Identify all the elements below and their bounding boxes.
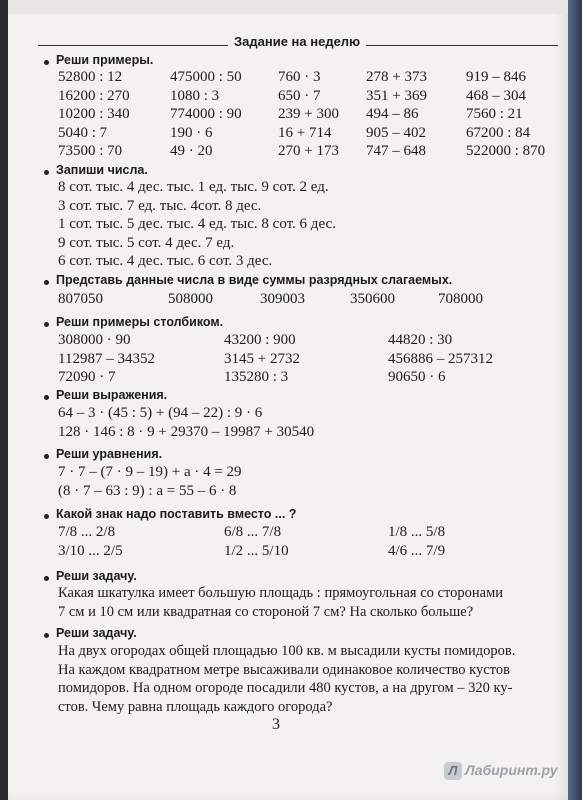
- section-heading-6: Реши уравнения.: [56, 447, 163, 461]
- bullet: [44, 170, 49, 175]
- expression-line: 128 · 146 : 8 · 9 + 29370 – 19987 + 30540: [58, 424, 315, 440]
- column-example-item: 3145 + 2732: [224, 350, 300, 367]
- section-heading-8: Реши задачу.: [56, 569, 137, 583]
- expression-line: 64 – 3 · (45 : 5) + (94 – 22) : 9 · 6: [58, 405, 263, 421]
- section-heading-3: Представь данные числа в виде суммы разрядных слагаемых.: [56, 273, 453, 287]
- example-item: 494 – 86: [366, 106, 419, 122]
- bullet: [44, 280, 49, 285]
- fraction-compare-item: 4/6 ... 7/9: [388, 542, 446, 559]
- problem-text-line: 7 см и 10 см или квадратная со стороной 7 см? На сколько больше?: [58, 603, 474, 620]
- page-title: Задание на неделю: [228, 34, 366, 49]
- section-heading-9: Реши задачу.: [56, 626, 137, 640]
- example-item: 10200 : 340: [58, 106, 130, 122]
- logo-text: Лабиринт.ру: [465, 762, 558, 778]
- example-item: 16 + 714: [278, 124, 332, 141]
- example-item: 278 + 373: [366, 69, 427, 85]
- problem-text-line: На каждом квадратном метре высаживали одинаковое количество кустов: [58, 661, 510, 678]
- fraction-compare-item: 1/8 ... 5/8: [388, 524, 446, 540]
- section-heading-4: Реши примеры столбиком.: [56, 315, 224, 329]
- column-example-item: 308000 · 90: [58, 332, 131, 348]
- example-item: 7560 : 21: [466, 106, 523, 122]
- bullet: [44, 514, 49, 519]
- number-description-line: 8 сот. тыс. 4 дес. тыс. 1 ед. тыс. 9 сот. 2 ед.: [58, 179, 329, 195]
- bullet: [44, 395, 49, 400]
- fraction-compare-item: 7/8 ... 2/8: [58, 524, 116, 540]
- fraction-compare-item: 1/2 ... 5/10: [224, 542, 289, 559]
- example-item: 905 – 402: [366, 124, 426, 141]
- example-item: 760 · 3: [278, 69, 321, 85]
- number-item: 807050: [58, 291, 103, 307]
- example-item: 747 – 648: [366, 143, 426, 159]
- problem-text-line: помидоров. На одном огороде посадили 480 кустов, а на другом – 320 ку-: [58, 680, 513, 696]
- column-example-item: 90650 · 6: [388, 369, 446, 385]
- section-heading-5: Реши выражения.: [56, 388, 168, 402]
- section-heading-1: Реши примеры.: [56, 53, 154, 67]
- number-item: 508000: [168, 291, 213, 307]
- problem-text-line: Какая шкатулка имеет большую площадь : прямоугольная со сторонами: [58, 585, 504, 601]
- number-description-line: 1 сот. тыс. 5 дес. тыс. 4 ед. тыс. 8 сот. 6 дес.: [58, 216, 336, 232]
- example-item: 16200 : 270: [58, 87, 130, 104]
- problem-text-line: стов. Чему равна площадь каждого огорода?: [58, 698, 333, 715]
- example-item: 49 · 20: [170, 143, 213, 159]
- example-item: 190 · 6: [170, 124, 213, 141]
- number-description-line: 6 сот. тыс. 4 дес. тыс. 6 сот. 3 дес.: [58, 253, 273, 269]
- number-item: 350600: [350, 291, 395, 307]
- equation-line: (8 · 7 – 63 : 9) : а = 55 – 6 · 8: [58, 483, 237, 499]
- example-item: 73500 : 70: [58, 143, 123, 159]
- example-item: 522000 : 870: [466, 143, 546, 159]
- top-band: [8, 0, 568, 14]
- example-item: 919 – 846: [466, 69, 526, 85]
- example-item: 650 · 7: [278, 87, 321, 104]
- column-example-item: 135280 : 3: [224, 369, 289, 385]
- column-example-item: 44820 : 30: [388, 332, 453, 348]
- title-bar: [38, 34, 558, 54]
- bullet: [44, 633, 49, 638]
- bullet: [44, 576, 49, 581]
- example-item: 239 + 300: [278, 106, 339, 122]
- publisher-logo: [444, 762, 564, 788]
- fraction-compare-item: 6/8 ... 7/8: [224, 524, 282, 540]
- column-example-item: 456886 – 257312: [388, 350, 493, 367]
- equation-line: 7 · 7 – (7 · 9 – 19) + а · 4 = 29: [58, 464, 242, 480]
- fraction-compare-item: 3/10 ... 2/5: [58, 542, 123, 559]
- column-example-item: 72090 · 7: [58, 369, 116, 385]
- example-item: 1080 : 3: [170, 87, 220, 104]
- example-item: 475000 : 50: [170, 69, 242, 85]
- worksheet-page: [8, 0, 568, 800]
- bullet: [44, 454, 49, 459]
- section-heading-7: Какой знак надо поставить вместо ... ?: [56, 507, 297, 521]
- example-item: 468 – 304: [466, 87, 526, 104]
- example-item: 351 + 369: [366, 87, 427, 104]
- example-item: 52800 : 12: [58, 69, 123, 85]
- number-description-line: 3 сот. тыс. 7 ед. тыс. 4сот. 8 дес.: [58, 197, 262, 214]
- number-item: 708000: [438, 291, 483, 307]
- number-description-line: 9 сот. тыс. 5 сот. 4 дес. 7 ед.: [58, 234, 235, 251]
- binding-edge: [568, 0, 582, 800]
- problem-text-line: На двух огородах общей площадью 100 кв. м высадили кусты помидоров.: [58, 643, 516, 659]
- page-number: 3: [272, 716, 280, 733]
- section-heading-2: Запиши числа.: [56, 163, 148, 177]
- example-item: 5040 : 7: [58, 124, 108, 141]
- bullet: [44, 60, 49, 65]
- column-example-item: 112987 – 34352: [58, 350, 155, 367]
- bullet: [44, 322, 49, 327]
- example-item: 67200 : 84: [466, 124, 531, 141]
- example-item: 270 + 173: [278, 143, 339, 159]
- column-example-item: 43200 : 900: [224, 332, 296, 348]
- number-item: 309003: [260, 291, 305, 307]
- labyrinth-icon: Л: [444, 762, 462, 780]
- example-item: 774000 : 90: [170, 106, 242, 122]
